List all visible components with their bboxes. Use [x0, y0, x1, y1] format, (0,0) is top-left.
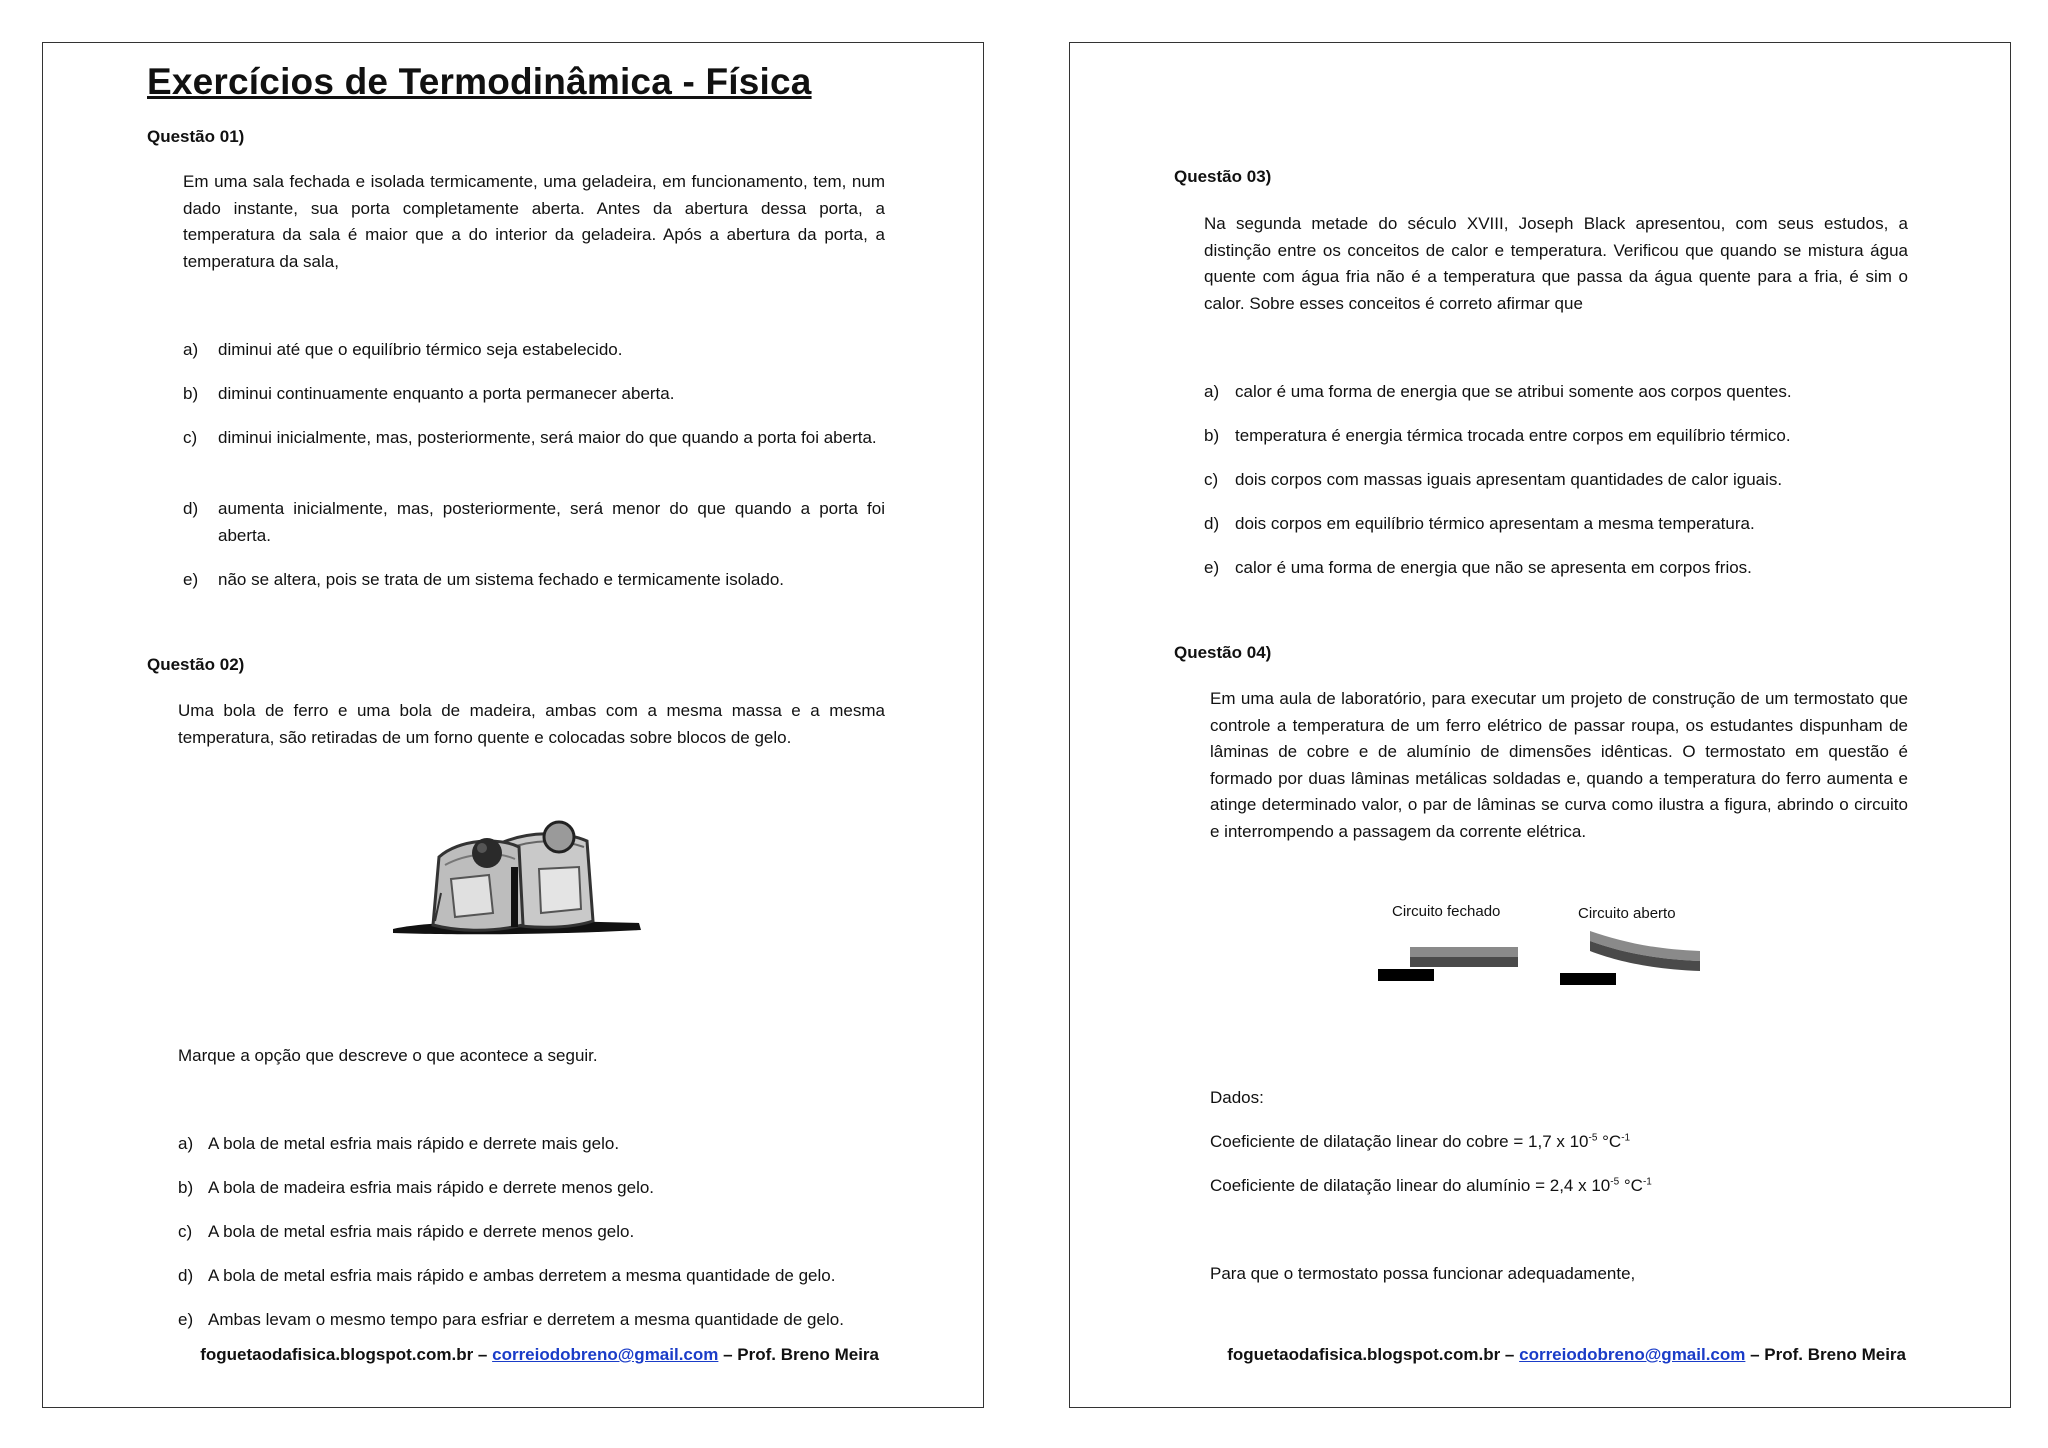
page-right: [1069, 42, 2011, 1408]
coefficient-copper-unit: °C: [1597, 1132, 1622, 1151]
option-label: b): [183, 384, 199, 403]
coefficient-aluminium-unit: °C: [1619, 1176, 1643, 1195]
coefficient-copper-unit-exponent: -1: [1621, 1132, 1631, 1144]
question-03-text: Na segunda metade do século XVIII, Joseph Black apresentou, com seus estudos, a distinção entre os conceitos de calor e temperatura. Verificou que quando se mistura água quente com água fria não é a temperatura que passa da água quente para a fria, é sim o calor. Sobre esses conceitos é correto afirmar que: [1204, 214, 1908, 313]
document-title: Exercícios de Termodinâmica - Física: [147, 61, 812, 102]
option-label: a): [1204, 382, 1220, 401]
option-label: b): [1204, 426, 1220, 445]
question-02-heading: Questão 02): [147, 655, 245, 674]
option-text: dois corpos com massas iguais apresentam quantidades de calor iguais.: [1235, 470, 1783, 489]
option-text: dois corpos em equilíbrio térmico apresentam a mesma temperatura.: [1235, 514, 1755, 533]
question-04-closing: Para que o termostato possa funcionar adequadamente,: [1210, 1264, 1636, 1283]
question-01-option-b: [183, 381, 885, 408]
footer-email-link[interactable]: correiodobreno@gmail.com: [1519, 1345, 1746, 1364]
question-03-option-d: [1204, 511, 1908, 538]
question-03-option-a: [1204, 379, 1908, 406]
question-04-heading: Questão 04): [1174, 643, 1272, 662]
option-label: d): [183, 499, 199, 518]
footer-separator: –: [473, 1345, 493, 1364]
coefficient-aluminium-unit-exponent: -1: [1642, 1176, 1652, 1188]
thermostat-closed-diagram: [1370, 923, 1570, 993]
question-02-option-d: [178, 1263, 885, 1290]
page-footer: [1227, 1345, 1906, 1365]
option-text: calor é uma forma de energia que não se apresenta em corpos frios.: [1235, 558, 1752, 577]
question-01-option-e: [183, 567, 885, 594]
question-03-option-c: [1204, 467, 1908, 494]
option-text: A bola de metal esfria mais rápido e derrete mais gelo.: [208, 1134, 620, 1153]
data-label: Dados:: [1210, 1088, 1264, 1107]
question-01-option-d: [183, 496, 885, 550]
question-02-option-b: [178, 1175, 885, 1202]
question-04-text: Em uma aula de laboratório, para executar um projeto de construção de um termostato que controle a temperatura de um ferro elétrico de passar roupa, os estudantes dispunham de lâminas de cobre e de alumínio de dimensões idênticas. O termostato em questão é formado por duas lâminas metálicas soldadas e, quando a temperatura do ferro aumenta e atinge determinado valor, o par de lâminas se curva como ilustra a figura, abrindo o circuito e interrompendo a passagem da corrente elétrica.: [1210, 689, 1908, 841]
question-01-option-a: [183, 337, 885, 364]
option-text: diminui inicialmente, mas, posteriormente, será maior do que quando a porta foi aberta.: [218, 428, 877, 447]
footer-author: – Prof. Breno Meira: [1745, 1345, 1906, 1364]
option-label: c): [178, 1222, 193, 1241]
option-text: aumenta inicialmente, mas, posteriormente, será menor do que quando a porta foi aberta.: [218, 499, 885, 545]
option-label: d): [1204, 514, 1220, 533]
option-label: c): [1204, 470, 1219, 489]
coefficient-copper: [1210, 1129, 1630, 1156]
option-text: calor é uma forma de energia que se atribui somente aos corpos quentes.: [1235, 382, 1792, 401]
question-02-option-a: [178, 1131, 885, 1158]
page-left: [42, 42, 984, 1408]
footer-site: foguetaodafisica.blogspot.com.br: [200, 1345, 474, 1364]
option-label: e): [1204, 558, 1220, 577]
option-label: e): [178, 1310, 194, 1329]
figure-label-closed: Circuito fechado: [1392, 903, 1501, 920]
figure-label-open: Circuito aberto: [1578, 905, 1676, 922]
option-text: não se altera, pois se trata de um sistema fechado e termicamente isolado.: [218, 570, 785, 589]
question-03-heading: Questão 03): [1174, 167, 1272, 186]
question-02-option-e: [178, 1307, 885, 1334]
option-label: d): [178, 1266, 194, 1285]
option-text: temperatura é energia térmica trocada entre corpos em equilíbrio térmico.: [1235, 426, 1791, 445]
thermostat-open-diagram: [1550, 923, 1730, 1003]
option-label: a): [183, 340, 199, 359]
footer-separator: –: [1500, 1345, 1520, 1364]
question-03-option-b: [1204, 423, 1908, 450]
question-01-option-c: [183, 425, 885, 479]
option-label: b): [178, 1178, 194, 1197]
footer-author: – Prof. Breno Meira: [718, 1345, 879, 1364]
ice-blocks-figure: [389, 809, 649, 939]
footer-email-link[interactable]: correiodobreno@gmail.com: [492, 1345, 719, 1364]
option-text: diminui continuamente enquanto a porta permanecer aberta.: [218, 384, 675, 403]
option-label: e): [183, 570, 199, 589]
footer-site: foguetaodafisica.blogspot.com.br: [1227, 1345, 1501, 1364]
question-03-option-e: [1204, 555, 1908, 582]
coefficient-copper-text: Coeficiente de dilatação linear do cobre = 1,7 x 10: [1210, 1132, 1589, 1151]
option-text: A bola de madeira esfria mais rápido e derrete menos gelo.: [208, 1178, 655, 1197]
option-text: Ambas levam o mesmo tempo para esfriar e derretem a mesma quantidade de gelo.: [208, 1310, 844, 1329]
option-label: c): [183, 428, 198, 447]
page-footer: [200, 1345, 879, 1365]
coefficient-aluminium: [1210, 1173, 1652, 1200]
question-01-heading: Questão 01): [147, 127, 245, 146]
coefficient-aluminium-text: Coeficiente de dilatação linear do alumínio = 2,4 x 10: [1210, 1176, 1611, 1195]
option-label: a): [178, 1134, 194, 1153]
question-02-option-c: [178, 1219, 885, 1246]
question-01-text: Em uma sala fechada e isolada termicamente, uma geladeira, em funcionamento, tem, num dado instante, sua porta completamente aberta. Antes da abertura dessa porta, a temperatura da sala é maior que a do interior da geladeira. Após a abertura da porta, a temperatura da sala,: [183, 172, 885, 271]
coefficient-copper-exponent: -5: [1588, 1132, 1598, 1144]
question-02-prompt: Marque a opção que descreve o que acontece a seguir.: [178, 1046, 598, 1065]
option-text: A bola de metal esfria mais rápido e ambas derretem a mesma quantidade de gelo.: [208, 1266, 836, 1285]
option-text: A bola de metal esfria mais rápido e derrete menos gelo.: [208, 1222, 635, 1241]
question-02-text: Uma bola de ferro e uma bola de madeira, ambas com a mesma massa e a mesma temperatura, são retiradas de um forno quente e colocadas sobre blocos de gelo.: [178, 701, 885, 747]
option-text: diminui até que o equilíbrio térmico seja estabelecido.: [218, 340, 623, 359]
coefficient-aluminium-exponent: -5: [1610, 1176, 1620, 1188]
